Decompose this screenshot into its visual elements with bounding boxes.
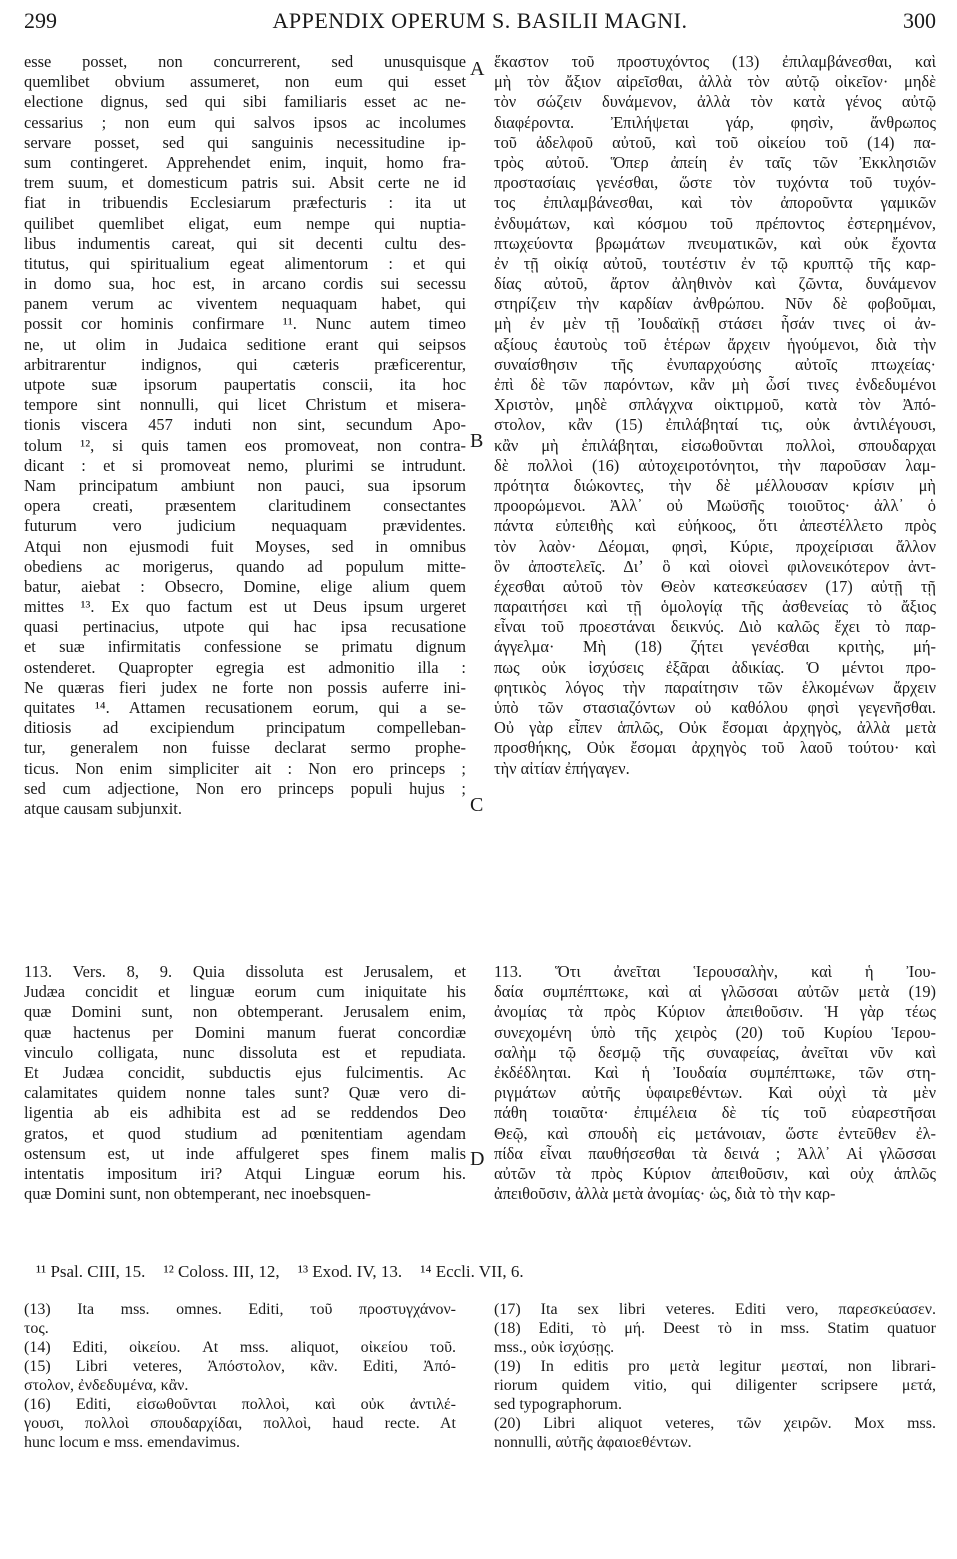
text-line: ἀπειθοῦσιν, ἀλλὰ μετὰ ἀνομίας· ὡς, διὰ τὸ τὴν καρ- [494, 1184, 836, 1204]
text-line: Atqui non ejusmodi fuit Moyses, sed in omnibus [24, 536, 466, 556]
note-line: (14) Editi, οἰκείου. At mss. aliquot, οἰκείου τοῦ. [24, 1339, 456, 1356]
text-line: quilibet quemlibet eligat, eum nempe qui nuptia- [24, 213, 466, 233]
text-line: sum contingeret. Apprehendet enim, inquit, homo fra- [24, 152, 466, 172]
text-line: quemlibet obvium assumeret, non eum qui esset [24, 72, 466, 92]
scripture-references [36, 1262, 936, 1282]
text-line: electione dignus, sed qui sibi familiaris esset ac ne- [24, 92, 466, 112]
text-line: arbitrarentur indignos, qui cæteris præficerentur, [24, 354, 466, 374]
text-line: προορώμενοι. Ἀλλ᾽ οὐ Μωϋσῆς τοιοῦτος· ἀλλ᾽ ὁ [494, 496, 936, 516]
note-line: (15) Libri veteres, Ἀπόστολον, κἂν. Editi, Ἀπό- [24, 1358, 456, 1375]
text-line: Οὐ γὰρ εἶπεν ἁπλῶς, Οὐκ ἔσομαι ἀρχηγὸς, ἀλλὰ μετὰ [494, 718, 936, 738]
critical-notes-left [24, 1300, 456, 1452]
text-line: προστασίαις γενέσθαι, ὥστε τὸν τυχόντα τοῦ τυχόν- [494, 173, 936, 193]
text-line: Judæa concidit et linguæ eorum cum iniquitate his [24, 982, 466, 1002]
left-page-number: 299 [24, 8, 57, 33]
text-line: τὸν σώζειν δυνάμενον, ἀλλὰ τὸν κατὰ γένος αὐτῷ [494, 92, 936, 112]
note-line: riorum quidem vitio, qui diligenter scripsere μετά, [494, 1377, 936, 1394]
note-line: (17) Ita sex libri veteres. Editi vero, παρεσκεύασεν. [494, 1301, 936, 1318]
note-line: sed typographorum. [494, 1396, 622, 1413]
note-line: (16) Editi, εἰσωθοῦνται πολλοὶ, καὶ οὐκ ἀντιλέ- [24, 1396, 456, 1413]
note-line: (18) Editi, τὸ μή. Deest τὸ in mss. Statim quatuor [494, 1320, 936, 1337]
text-line: trem suum, et domesticum patris sui. Absit certe ne id [24, 173, 466, 193]
text-line: ostenderet. Quapropter egregia est admonitio illa : [24, 657, 466, 677]
text-line: 113. Ὅτι ἀνεῖται Ἱερουσαλὴν, καὶ ἡ Ἰου- [494, 962, 936, 981]
text-line: συνεχομένη ὑπὸ τῆς χειρὸς (20) τοῦ Κυρίου Ἱερου- [494, 1022, 936, 1042]
text-line: vinculo colligata, nunc dissoluta est et repudiata. [24, 1042, 466, 1062]
footnote-ref: ¹² Coloss. III, 12, [163, 1262, 280, 1281]
text-line: quitates ¹⁴. Attamen recusationem eorum, qui a se- [24, 698, 466, 717]
text-line: futurum vero judicium nequaquam prævidentes. [24, 516, 466, 536]
text-line: πτωχεύοντα βρωμάτων πνευματικῶν, καὶ οὐκ ἔχοντα [494, 233, 936, 253]
greek-column-top [494, 52, 936, 779]
text-line: πάντα εὐπειθὴς καὶ εὐήκοος, ὅτι ἀπεστέλλετο πρὸς [494, 516, 936, 536]
greek-column-bottom [494, 962, 936, 1204]
footnote-ref: ¹¹ Psal. CIII, 15. [36, 1262, 146, 1281]
text-line: intentatis impositum iri? Atqui Linguæ eorum his. [24, 1163, 466, 1183]
text-line: titutus, qui spiritualium egeat alimentorum : et qui [24, 253, 466, 273]
text-line: possit cor hominis confirmare ¹¹. Nunc autem timeo [24, 314, 466, 334]
note-line: τος. [24, 1320, 49, 1337]
note-line: στολον, ἐνδεδυμένα, κἂν. [24, 1377, 189, 1394]
text-line: έχεσθαι αὐτοῦ τὸν Θεὸν κατεσκεύασεν (17) αὐτῇ τῇ [494, 576, 936, 596]
text-line: κἂν μὴ ἐπιλάβηται, εἰσωθοῦνται πολλοὶ, σπουδαρχαι [494, 435, 936, 455]
text-line: cessarius ; non eum qui salvos ipsos ac incolumes [24, 112, 466, 132]
text-line: opera creati, præsentem claritudinem consectantes [24, 496, 466, 516]
text-line: libus indumentis careat, qui sit decenti cultu des- [24, 233, 466, 253]
text-line: τὴν αἰτίαν ἐπήγαγεν. [494, 758, 630, 778]
text-line: Θεῷ, καὶ σπουδὴ εἰς μετάνοιαν, ὥστε ἐντεῦθεν ἐλ- [494, 1123, 936, 1143]
text-line: quæ Domini sunt, non obtemperant. Jerusalem enim, [24, 1002, 466, 1022]
note-line: (13) Ita mss. omnes. Editi, τοῦ προστυγχάνον- [24, 1301, 456, 1318]
text-line: δὲ πολλοὶ (16) αὐτοχειροτόνητοι, τὴν παροῦσαν λαμ- [494, 455, 936, 475]
critical-notes-right [494, 1300, 936, 1452]
text-line: batur, aiebat : Obsecro, Domine, elige alium quem [24, 576, 466, 596]
text-line: συναίσθησιν τῆς ἐνυπαρχούσης αὐτοῖς πτωχείας· [494, 354, 936, 374]
text-line: sed cum adjectione, Non ero princeps populi hujus ; [24, 778, 466, 798]
text-line: δαία συμπέπτωκε, καὶ αἱ γλῶσσαι αὐτῶν μετὰ (19) [494, 982, 936, 1002]
note-line: hunc locum e mss. emendavimus. [24, 1434, 240, 1451]
text-line: ditiosis ad excipiendum principatum compelleban- [24, 718, 466, 738]
text-line: ἐνδυμάτων, καὶ κόσμου τοῦ πρέποντος ἐστερημένον, [494, 213, 936, 233]
text-line: πρότητα διώκοντες, τὴν δὲ μέλλουσαν κρίσιν μὴ [494, 475, 936, 495]
text-line: tolum ¹², si quis tamen eos promoveat, non contra- [24, 435, 466, 455]
text-line: πάθη τοιαῦτα· ἐπιμέλεια δὲ τίς τοῦ εὐαρεστῆσαι [494, 1103, 936, 1123]
text-line: obediens ac morigerus, quando ad populum mitte- [24, 556, 466, 576]
text-line: ἐν τῇ οἰκίᾳ αὐτοῦ, τουτέστιν ἐν τῷ κρυπτῷ τῆς καρ- [494, 253, 936, 273]
text-line: πως οὐκ ἰσχύσεις ἐξᾶραι ἀδικίας. Ὁ μέντοι προ- [494, 657, 936, 677]
text-line: 113. Vers. 8, 9. Quia dissoluta est Jerusalem, et [24, 962, 466, 981]
section-marker-c: C [470, 794, 484, 816]
text-line: et suæ infirmitatis confessione se primatu dignum [24, 637, 466, 657]
text-line: μὴ ἐν μὲν τῇ Ἰουδαϊκῇ στάσει ἦσάν τινες οἱ ἀν- [494, 314, 936, 334]
text-line: ἐκδέδληται. Καὶ ἡ Ἰουδαία συμπέπτωκε, τῶν στη- [494, 1062, 936, 1082]
page-header [24, 8, 936, 44]
section-marker-b: B [470, 430, 484, 452]
note-line: (19) In editis pro μετὰ legitur μεσταί, non librari- [494, 1358, 936, 1375]
text-line: ligentia ab eis adhibita est ad se reddendos Deo [24, 1103, 466, 1123]
text-line: quasi pertinacius, utpote qui hac ipsa recusatione [24, 617, 466, 637]
running-title: APPENDIX OPERUM S. BASILII MAGNI. [272, 8, 688, 33]
text-line: τος ἐπιλαμβάνεσθαι, καὶ τὸν ἀποροῦντα γαμικῶν [494, 193, 936, 213]
text-line: πίδα εἶναι παυθήσεσθαι τὰ δεινά ; Ἀλλ᾽ Αἱ γλῶσσαι [494, 1143, 936, 1163]
text-line: utpote suæ ipsorum paupertatis conscii, ita hoc [24, 375, 466, 394]
text-line: mittes ¹³. Ex quo factum est ut Deus ipsum urgeret [24, 597, 466, 617]
text-line: αξίους ἑαυτοὺς τοῦ ἑτέρων ἄρχειν ἡγούμενοι, διὰ τὴν [494, 334, 936, 354]
text-line: calamitates quidem nonne tales sunt? Quæ vero di- [24, 1083, 466, 1103]
text-line: τρὸς αὐτοῦ. Ὅπερ ἀπείη ἐν ταῖς τῶν Ἐκκλησιῶν [494, 152, 936, 172]
text-line: tionis viscera 457 induti non sint, secundum Apo- [24, 415, 466, 435]
note-line: nonnulli, αὐτῆς ἀφαιοεθέντων. [494, 1434, 692, 1451]
text-line: φητικὸς λόγος τὴν παραίτησιν τῶν ἑλκομένων ἄρχειν [494, 677, 936, 697]
note-line: (20) Libri aliquot veteres, τῶν χειρῶν. Mox mss. [494, 1415, 936, 1432]
section-marker-a: A [470, 58, 485, 80]
text-line: quæ hactenus per Domini manum fuerat concordiæ [24, 1022, 466, 1042]
text-line: tur, generalem non fuisse declarat sermo prophe- [24, 738, 466, 758]
text-line: παραιτήσει καὶ τῇ ὁμολογίᾳ τῆς ἀσθενείας τὸ ἄξιος [494, 597, 936, 617]
text-line: Nam principatum ambiunt non pauci, sua ipsorum [24, 475, 466, 495]
text-line: ostensum est, ut inde affulgeret spes finem malis [24, 1143, 466, 1163]
text-line: ἕκαστον τοῦ προστυχόντος (13) ἐπιλαμβάνεσθαι, καὶ [494, 52, 936, 71]
footnote-ref: ¹⁴ Eccli. VII, 6. [420, 1262, 524, 1281]
right-page-number: 300 [903, 8, 936, 33]
text-line: τοῦ ἀδελφοῦ αὐτοῦ, καὶ τοῦ οἰκείου τοῦ (14) πα- [494, 132, 936, 152]
text-line: gratos, et quod studium ad pœnitentiam agendam [24, 1123, 466, 1143]
text-line: dicant : et si promoveat nemo, plurimi se intrudunt. [24, 455, 466, 475]
section-marker-d: D [470, 1148, 485, 1170]
text-line: μὴ τὸν ἄξιον αἱρεῖσθαι, ἀλλὰ τὸν αὐτῷ οἰκεῖον· μηδὲ [494, 72, 936, 92]
text-line: εἶναι τοῦ προεστάναι δεικνύς. Διὸ καλῶς ἔχει τὸ παρ- [494, 617, 936, 637]
note-line: γουσι, πολλοὶ σπουδαρχίδαι, πολλοὶ, haud recte. At [24, 1415, 456, 1432]
text-line: προσθήκης, Οὐκ ἔσομαι ἀρχηγὸς τοῦ λαοῦ τούτου· καὶ [494, 738, 936, 758]
text-line: ἐπὶ δὲ τῶν παρόντων, κἂν μὴ ὦσί τινες ἐνδεδυμένοι [494, 375, 936, 394]
text-line: δίας αὐτοῦ, ἄρτον ἀληθινὸν καὶ ζῶντα, δυνάμενον [494, 274, 936, 294]
text-line: Et Judæa concidit, subductis ejus fulcimentis. Ac [24, 1062, 466, 1082]
text-line: ne, ut olim in Judaica seditione erant qui seipsos [24, 334, 466, 354]
text-line: άγγελμα· Μὴ (18) ζήτει γενέσθαι κριτὴς, μή- [494, 637, 936, 657]
text-line: ticus. Non enim simpliciter ait : Non ero princeps ; [24, 758, 466, 778]
text-line: ἀνομίας τὰ πρὸς Κύριον ἀπειθοῦσιν. Ἡ γὰρ τέως [494, 1002, 936, 1022]
text-line: servare posset, sed qui sanguinis necessitudine ip- [24, 132, 466, 152]
text-line: στηρίζειν τὴν καρδίαν ἀνθρώπου. Νῦν δὲ φοβοῦμαι, [494, 294, 936, 314]
text-line: αὐτῶν τὰ πρὸς Κύριον ἀπειθοῦσιν, καὶ οὐχ ἁπλῶς [494, 1163, 936, 1183]
text-line: στολον, κἂν (15) ἐπιλάβηταί τις, οὐκ ἀντιλέγουσι, [494, 415, 936, 435]
text-line: esse posset, non concurrerent, sed unusquisque [24, 52, 466, 71]
text-line: tempore sint nonnulli, qui licet Christum et misera- [24, 395, 466, 415]
text-line: ριγμάτων αὐτῆς ὑφαιρεθέντων. Καὶ οὐχὶ τὰ μὲν [494, 1083, 936, 1103]
note-line: mss., οὐκ ἰσχύσῃς. [494, 1339, 615, 1356]
text-line: in domo sua, hoc est, in arcano cordis sui secessu [24, 274, 466, 294]
text-line: Χριστὸν, μηδὲ σπλάγχνα οἰκτιρμοῦ, κατὰ τὸν Ἀπό- [494, 395, 936, 415]
footnote-ref: ¹³ Exod. IV, 13. [297, 1262, 403, 1281]
latin-column-bottom [24, 962, 466, 1204]
text-line: atque causam subjunxit. [24, 798, 182, 818]
text-line: panem verum ac viventem nequaquam habet, qui [24, 294, 466, 314]
text-line: quæ Domini sunt, non obtemperant, nec inoebsquen- [24, 1184, 371, 1204]
text-line: Ne quæras fieri judex ne forte non possis auferre ini- [24, 677, 466, 697]
text-line: διαφέροντα. Ἐπιλήψεται γάρ, φησὶν, ἄνθρωπος [494, 112, 936, 132]
text-line: ὃν ἀποστελεῖς. Διʼ ὃ καὶ οἱονεὶ φιλονεικότερον ἀντ- [494, 556, 936, 576]
text-line: τὸν λαὸν· Δέομαι, φησὶ, Κύριε, προχείρισαι ἄλλον [494, 536, 936, 556]
latin-column-top [24, 52, 466, 819]
text-line: fiat in tribuendis Ecclesiarum præfecturis : ita ut [24, 193, 466, 213]
text-line: σαλὴμ τῷ δεσμῷ τῆς συναφείας, ἀνεῖται νῦν καὶ [494, 1042, 936, 1062]
text-line: ὑπὸ τῶν στασιαζόντων οὐ καθόλου φησὶ γεγενῆσθαι. [494, 698, 936, 717]
